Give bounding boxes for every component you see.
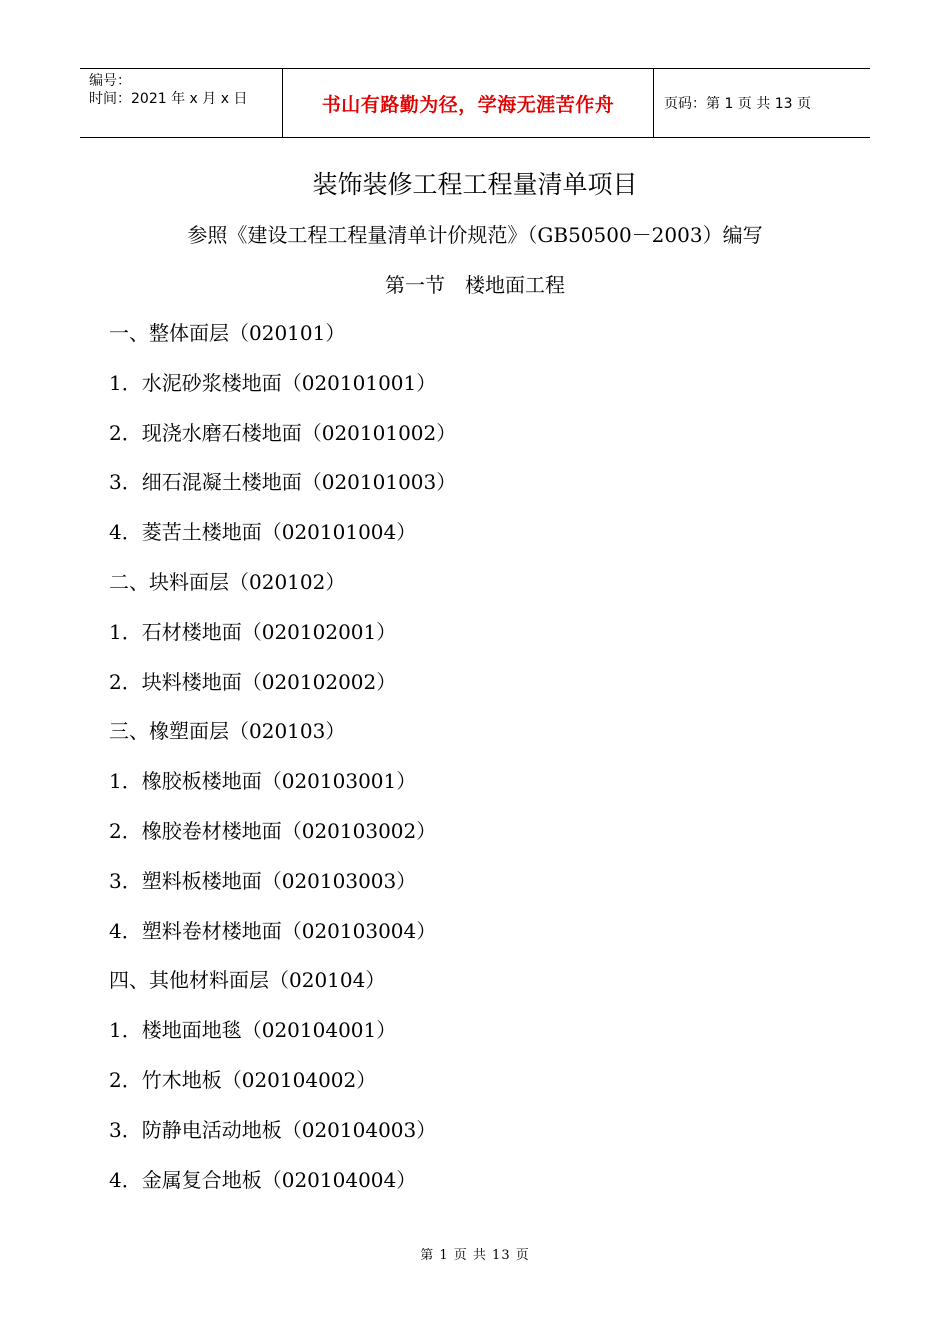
list-item: 1．石材楼地面（020102001）	[109, 619, 397, 644]
header-motto: 书山有路勤为径，学海无涯苦作舟	[282, 69, 654, 137]
list-item: 4．塑料卷材楼地面（020103004）	[109, 918, 437, 943]
header-page-info: 页码：第 1 页 共 13 页	[664, 96, 811, 112]
list-item: 1．橡胶板楼地面（020103001）	[109, 769, 417, 794]
list-item: 2．块料楼地面（020102002）	[109, 669, 397, 694]
page-footer: 第 1 页 共 13 页	[420, 1248, 530, 1263]
time-label: 时间：2021 年 x 月 x 日	[89, 91, 248, 107]
section-heading: 第一节 楼地面工程	[385, 273, 565, 297]
list-item: 二、块料面层（020102）	[109, 569, 346, 594]
list-item: 四、其他材料面层（020104）	[109, 968, 386, 993]
document-subtitle: 参照《建设工程工程量清单计价规范》（GB50500－2003）编写	[187, 223, 763, 247]
list-item: 1．水泥砂浆楼地面（020101001）	[109, 370, 437, 395]
header-meta	[80, 69, 282, 137]
item-list	[109, 318, 869, 1214]
list-item: 一、整体面层（020101）	[109, 321, 346, 345]
list-item: 2．橡胶卷材楼地面（020103002）	[109, 818, 437, 843]
list-item: 2．竹木地板（020104002）	[109, 1067, 377, 1092]
document-title: 装饰装修工程工程量清单项目	[312, 170, 638, 199]
list-item: 4．菱苦土楼地面（020101004）	[109, 520, 417, 545]
list-item: 三、橡塑面层（020103）	[109, 719, 346, 744]
header-table	[80, 68, 870, 138]
list-item: 4．金属复合地板（020104004）	[109, 1167, 417, 1192]
list-item: 2．现浇水磨石楼地面（020101002）	[109, 420, 457, 445]
list-item: 3．防静电活动地板（020104003）	[109, 1117, 437, 1142]
list-item: 1．楼地面地毯（020104001）	[109, 1018, 397, 1043]
number-label: 编号：	[89, 73, 131, 89]
list-item: 3．塑料板楼地面（020103003）	[109, 868, 417, 893]
list-item: 3．细石混凝土楼地面（020101003）	[109, 470, 457, 495]
